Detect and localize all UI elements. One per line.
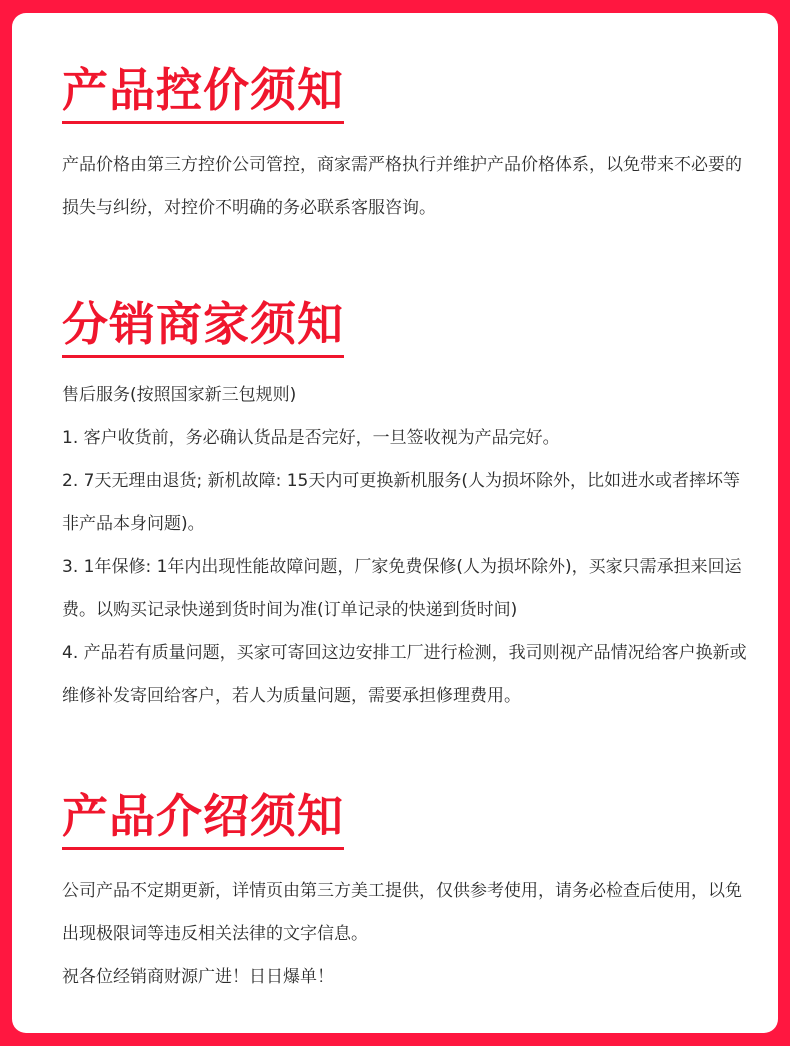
list-item: 1. 客户收货前，务必确认货品是否完好，一旦签收视为产品完好。 bbox=[62, 428, 560, 448]
list-item: 4. 产品若有质量问题，买家可寄回这边安排工厂进行检测，我司则视产品情况给客户换新或维修补发寄回给客户，若人为质量问题，需要承担修理费用。 bbox=[62, 643, 747, 706]
paragraph: 公司产品不定期更新，详情页由第三方美工提供，仅供参考使用，请务必检查后使用，以免出现极限词等违反相关法律的文字信息。 bbox=[62, 881, 742, 944]
distributor-heading: 分销商家须知 bbox=[62, 295, 344, 358]
distributor-body bbox=[62, 374, 752, 718]
distributor-section bbox=[62, 295, 752, 718]
notice-card bbox=[12, 13, 778, 1033]
list-item: 2. 7天无理由退货; 新机故障: 15天内可更换新机服务(人为损坏除外，比如进水或者摔坏等非产品本身问题)。 bbox=[62, 471, 740, 534]
price-control-section bbox=[62, 61, 752, 230]
product-intro-body bbox=[62, 870, 752, 999]
paragraph: 产品价格由第三方控价公司管控，商家需严格执行并维护产品价格体系，以免带来不必要的损失与纠纷，对控价不明确的务必联系客服咨询。 bbox=[62, 155, 742, 218]
product-intro-heading: 产品介绍须知 bbox=[62, 787, 344, 850]
list-item: 3. 1年保修: 1年内出现性能故障问题，厂家免费保修(人为损坏除外)，买家只需承担来回运费。以购买记录快递到货时间为准(订单记录的快递到货时间) bbox=[62, 557, 742, 620]
product-intro-section bbox=[62, 787, 752, 999]
price-control-body bbox=[62, 144, 752, 230]
paragraph: 祝各位经销商财源广进！日日爆单！ bbox=[62, 967, 334, 987]
price-control-heading: 产品控价须知 bbox=[62, 61, 344, 124]
paragraph: 售后服务(按照国家新三包规则) bbox=[62, 385, 297, 405]
